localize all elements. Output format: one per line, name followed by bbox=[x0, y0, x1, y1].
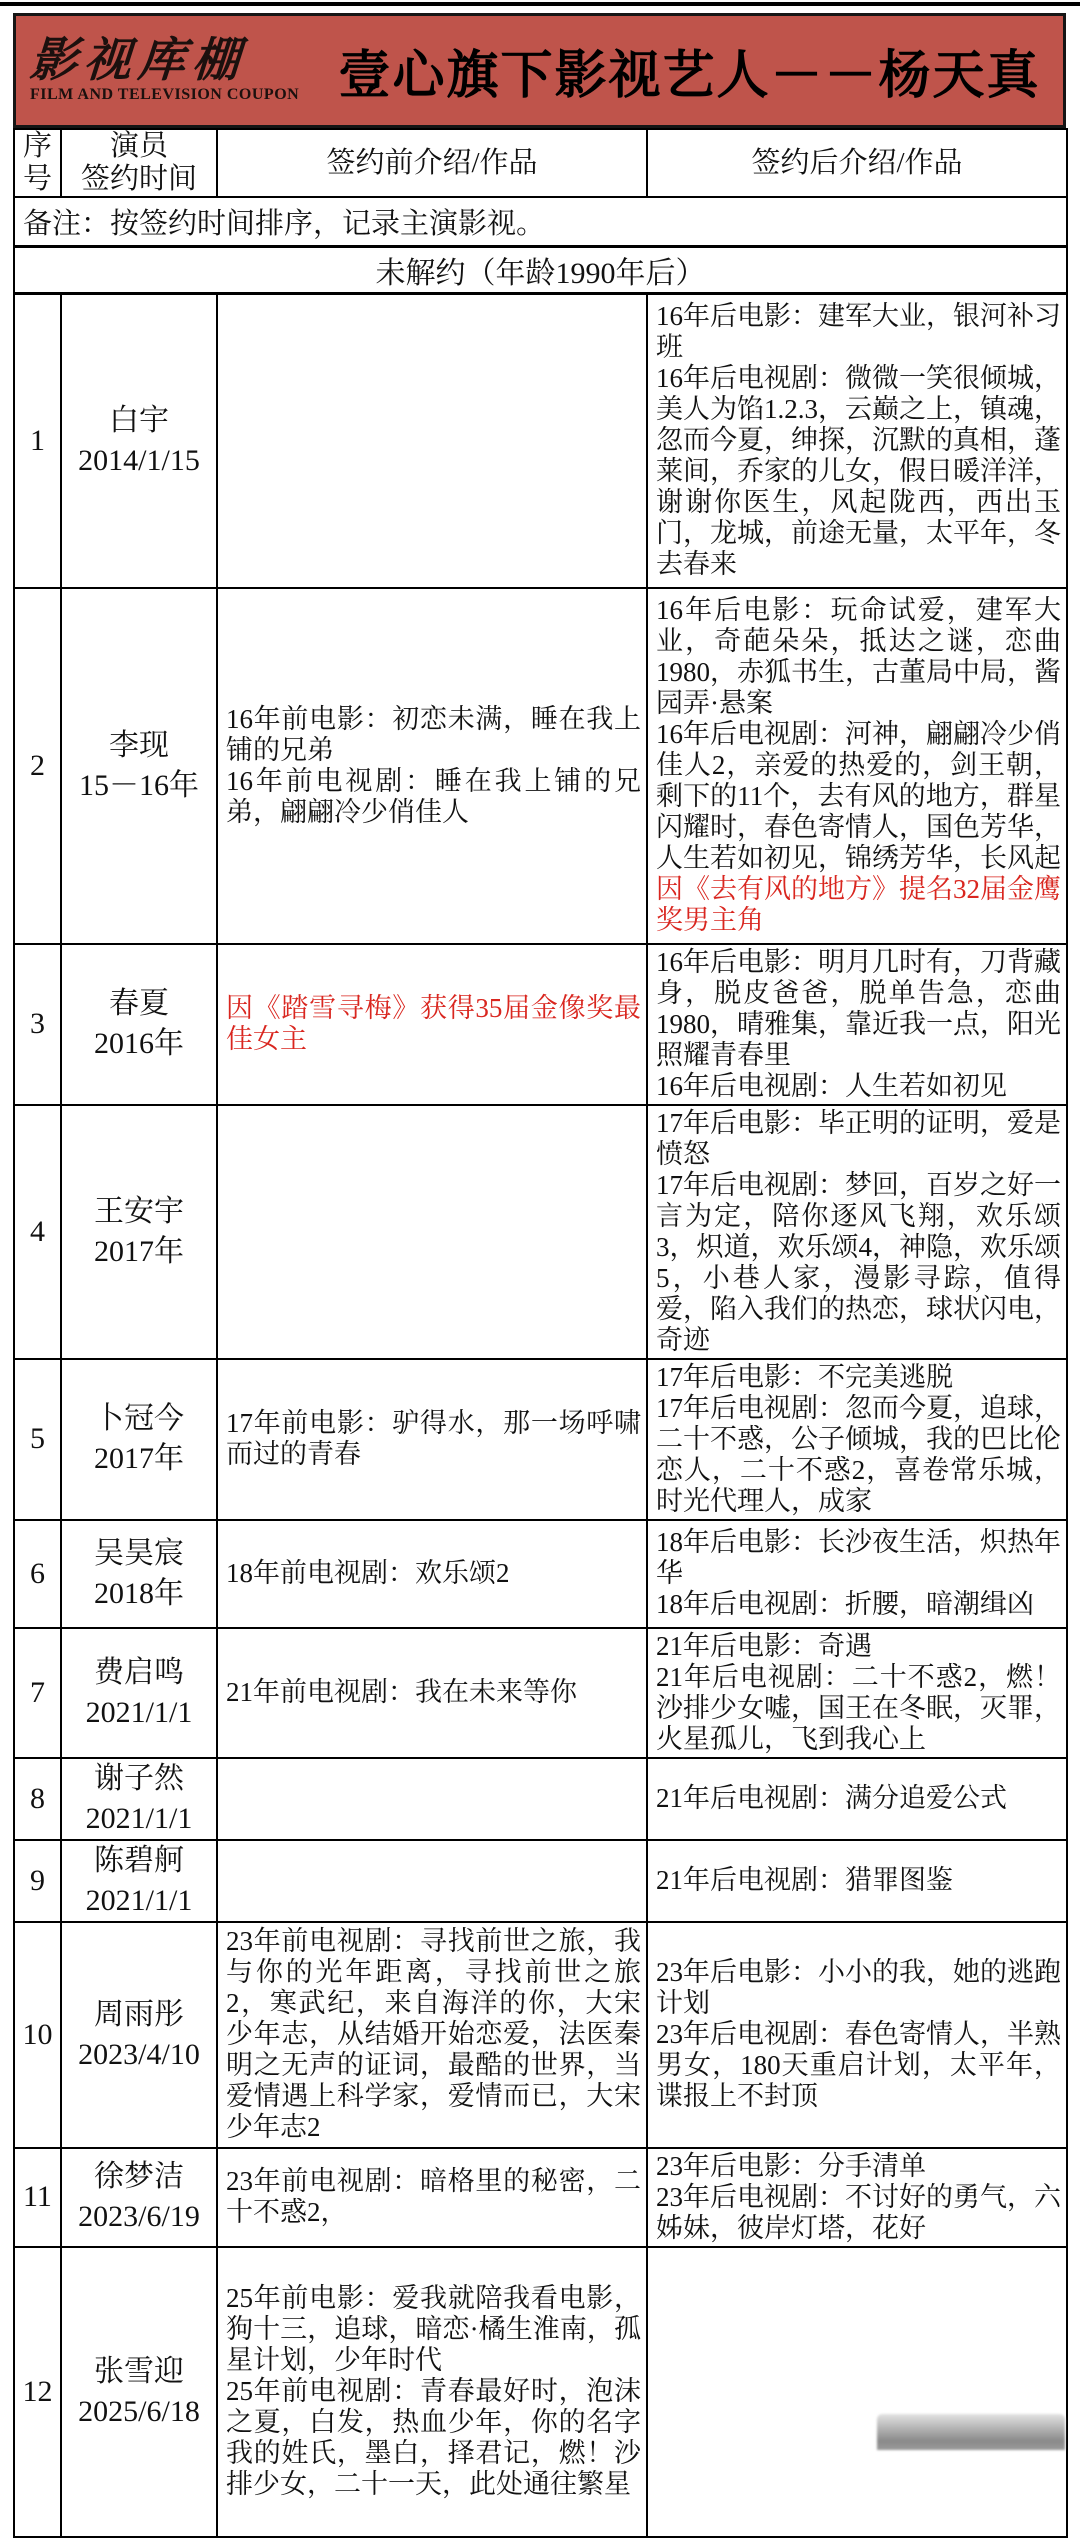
signing-date: 15－16年 bbox=[79, 768, 199, 802]
table-row bbox=[14, 1922, 1067, 2148]
works-paragraph: 23年前电视剧：暗格里的秘密，二十不惑2， bbox=[226, 2166, 641, 2227]
pre-works-cell bbox=[217, 588, 647, 944]
signing-date: 2025/6/18 bbox=[78, 2394, 200, 2428]
works-paragraph: 18年前电视剧：欢乐颂2 bbox=[226, 1558, 510, 1588]
table-header-row bbox=[14, 129, 1067, 197]
post-works-cell bbox=[647, 1628, 1067, 1758]
row-number-cell: 11 bbox=[14, 2148, 61, 2247]
table-row bbox=[14, 294, 1067, 588]
logo bbox=[16, 16, 316, 125]
post-works-cell bbox=[647, 588, 1067, 944]
row-number-cell: 7 bbox=[14, 1628, 61, 1758]
award-note-red: 因《踏雪寻梅》获得35届金像奖最佳女主 bbox=[226, 993, 641, 1054]
works-paragraph: 16年后电视剧：人生若如初见 bbox=[656, 1070, 1007, 1101]
actor-name: 白宇 bbox=[109, 403, 169, 437]
actor-name: 李现 bbox=[109, 728, 169, 762]
post-works-cell bbox=[647, 1840, 1067, 1922]
header-actor-signdate bbox=[61, 129, 217, 197]
award-note-red: 因《去有风的地方》提名32届金鹰奖男主角 bbox=[656, 874, 1061, 935]
header-signdate-label: 签约时间 bbox=[80, 163, 197, 195]
works-paragraph: 16年后电影：建军大业，银河补习班 bbox=[656, 301, 1061, 363]
post-works-cell bbox=[647, 944, 1067, 1105]
actor-cell bbox=[61, 1758, 217, 1840]
works-paragraph: 21年后电影：奇遇 bbox=[656, 1630, 872, 1661]
header-post-signing-works: 签约后介绍/作品 bbox=[647, 129, 1067, 197]
pre-works-cell bbox=[217, 1628, 647, 1758]
signing-date: 2016年 bbox=[94, 1027, 184, 1060]
post-works-cell bbox=[647, 2247, 1067, 2537]
header-actor-label: 演员 bbox=[109, 130, 168, 162]
works-paragraph: 16年后电影：明月几时有，刀背藏身，脱皮爸爸，脱单告急，恋曲1980，晴雅集，靠近我一点，阳光照耀青春里 bbox=[656, 946, 1061, 1070]
actor-cell bbox=[61, 2148, 217, 2247]
actor-name: 张雪迎 bbox=[94, 2354, 184, 2388]
actor-cell bbox=[61, 1628, 217, 1758]
pre-works-cell bbox=[217, 1520, 647, 1628]
works-paragraph: 16年后电影：玩命试爱，建军大业，奇葩朵朵，抵达之谜，恋曲1980，赤狐书生，古董局中局，酱园弄·悬案 bbox=[656, 595, 1061, 718]
pre-works-cell bbox=[217, 944, 647, 1105]
pre-works-cell bbox=[217, 2247, 647, 2537]
works-paragraph: 25年前电视剧：青春最好时，泡沫之夏，白发，热血少年，你的名字我的姓氏，墨白，择君记，燃！沙排少女，二十一天，此处通往繁星 bbox=[226, 2376, 641, 2499]
page-top-border bbox=[0, 2, 1080, 6]
page-title: 壹心旗下影视艺人－－杨天真 bbox=[338, 48, 1041, 105]
pre-works-cell bbox=[217, 1922, 647, 2148]
actor-cell bbox=[61, 294, 217, 588]
signing-date: 2018年 bbox=[94, 1576, 184, 1610]
table-row bbox=[14, 944, 1067, 1105]
works-paragraph: 18年后电影：长沙夜生活，炽热年华 bbox=[656, 1527, 1061, 1588]
signing-date: 2021/1/1 bbox=[85, 1801, 193, 1835]
pre-works-cell bbox=[217, 1105, 647, 1359]
works-paragraph: 21年后电视剧：二十不惑2，燃！沙排少女嘘，国王在冬眠，灭罪，火星孤儿，飞到我心上 bbox=[656, 1661, 1061, 1754]
actor-cell bbox=[61, 1105, 217, 1359]
section-row bbox=[14, 247, 1067, 294]
signing-date: 2014/1/15 bbox=[78, 443, 200, 477]
actor-cell bbox=[61, 944, 217, 1105]
works-paragraph: 16年后电视剧：微微一笑很倾城，美人为馅1.2.3，云巅之上，镇魂，忽而今夏，绅探，沉默的真相，蓬莱间，乔家的儿女，假日暖洋洋，谢谢你医生，风起陇西，西出玉门，龙城，前途无量，太平年，冬去春来 bbox=[656, 363, 1061, 580]
row-number-cell: 8 bbox=[14, 1758, 61, 1840]
table-row bbox=[14, 588, 1067, 944]
works-paragraph: 17年后电影：毕正明的证明，爱是愤怒 bbox=[656, 1107, 1061, 1169]
signing-date: 2017年 bbox=[94, 1234, 184, 1268]
works-paragraph: 16年前电影：初恋未满，睡在我上铺的兄弟 bbox=[226, 703, 641, 765]
actor-name: 吴昊宸 bbox=[94, 1536, 184, 1570]
post-works-cell bbox=[647, 1105, 1067, 1359]
row-number-cell: 3 bbox=[14, 944, 61, 1105]
actor-cell bbox=[61, 588, 217, 944]
header-pre-signing-works: 签约前介绍/作品 bbox=[217, 129, 647, 197]
post-works-cell bbox=[647, 1922, 1067, 2148]
actor-name: 春夏 bbox=[109, 987, 169, 1020]
logo-chinese-text: 影视库棚 bbox=[28, 34, 248, 87]
table-row bbox=[14, 1840, 1067, 1922]
post-works-cell bbox=[647, 1758, 1067, 1840]
header-serial-number: 序号 bbox=[14, 129, 61, 197]
actor-cell bbox=[61, 1520, 217, 1628]
row-number-cell: 6 bbox=[14, 1520, 61, 1628]
logo-english-text: FILM AND TELEVISION COUPON bbox=[30, 86, 300, 104]
actor-name: 谢子然 bbox=[94, 1761, 184, 1795]
works-paragraph: 17年后电视剧：梦回，百岁之好一言为定，陪你逐风飞翔，欢乐颂3，炽道，欢乐颂4，神隐，欢乐颂5，小巷人家，漫影寻踪，值得爱，陷入我们的热恋，球状闪电，奇迹 bbox=[656, 1169, 1061, 1355]
signing-date: 2023/4/10 bbox=[78, 2037, 200, 2071]
works-paragraph: 21年前电视剧：我在未来等你 bbox=[226, 1677, 577, 1707]
actor-name: 周雨彤 bbox=[94, 1997, 184, 2031]
row-number-cell: 5 bbox=[14, 1359, 61, 1520]
row-number-cell: 10 bbox=[14, 1922, 61, 2148]
actor-name: 王安宇 bbox=[94, 1194, 184, 1228]
actor-name: 费启鸣 bbox=[94, 1655, 184, 1689]
signing-date: 2021/1/1 bbox=[85, 1695, 193, 1729]
works-paragraph: 17年前电影：驴得水，那一场呼啸而过的青春 bbox=[226, 1408, 641, 1469]
pre-works-cell bbox=[217, 1840, 647, 1922]
header-banner bbox=[13, 13, 1066, 128]
actor-name: 陈碧舸 bbox=[94, 1843, 184, 1877]
works-paragraph: 17年后电影：不完美逃脱 bbox=[656, 1361, 953, 1392]
actor-cell bbox=[61, 1922, 217, 2148]
works-paragraph: 23年前电视剧：寻找前世之旅，我与你的光年距离，寻找前世之旅2，寒武纪，来自海洋的你，大宋少年志，从结婚开始恋爱，法医秦明之无声的证词，最酷的世界，当爱情遇上科学家，爱情而已，大宋少年志2 bbox=[226, 1926, 641, 2142]
works-paragraph: 25年前电影：爱我就陪我看电影，狗十三，追球，暗恋·橘生淮南，孤星计划，少年时代 bbox=[226, 2283, 641, 2375]
works-paragraph: 23年后电视剧：不讨好的勇气，六姊妹，彼岸灯塔，花好 bbox=[656, 2181, 1061, 2243]
actor-name: 卜冠今 bbox=[94, 1402, 184, 1435]
artists-table bbox=[13, 128, 1068, 2538]
section-title: 未解约（年龄1990年后） bbox=[14, 247, 1067, 294]
smudge-artifact bbox=[877, 2414, 1065, 2450]
actor-cell bbox=[61, 1359, 217, 1520]
signing-date: 2023/6/19 bbox=[78, 2200, 200, 2233]
works-paragraph: 21年后电视剧：满分追爱公式 bbox=[656, 1783, 1007, 1813]
actor-cell bbox=[61, 2247, 217, 2537]
works-paragraph: 16年前电视剧：睡在我上铺的兄弟，翩翩冷少俏佳人 bbox=[226, 765, 641, 827]
post-works-cell bbox=[647, 1520, 1067, 1628]
signing-date: 2017年 bbox=[94, 1442, 184, 1475]
post-works-cell bbox=[647, 1359, 1067, 1520]
works-paragraph: 18年后电视剧：折腰，暗潮缉凶 bbox=[656, 1589, 1034, 1619]
table-row bbox=[14, 2247, 1067, 2537]
works-paragraph: 16年后电视剧：河神，翩翩冷少俏佳人2，亲爱的热爱的，剑王朝，剩下的11个，去有风的地方，群星闪耀时，春色寄情人，国色芳华，人生若如初见，锦绣芳华，长风起 bbox=[656, 719, 1061, 873]
note-row bbox=[14, 197, 1067, 247]
works-paragraph: 23年后电视剧：春色寄情人，半熟男女，180天重启计划，太平年，谍报上不封顶 bbox=[656, 2019, 1061, 2111]
table-row bbox=[14, 1520, 1067, 1628]
table-row bbox=[14, 1628, 1067, 1758]
note-text: 备注：按签约时间排序，记录主演影视。 bbox=[14, 197, 1067, 247]
table-row bbox=[14, 2148, 1067, 2247]
works-paragraph: 23年后电影：分手清单 bbox=[656, 2150, 926, 2181]
pre-works-cell bbox=[217, 1758, 647, 1840]
actor-name: 徐梦洁 bbox=[94, 2160, 184, 2193]
pre-works-cell bbox=[217, 1359, 647, 1520]
pre-works-cell bbox=[217, 2148, 647, 2247]
pre-works-cell bbox=[217, 294, 647, 588]
row-number-cell: 9 bbox=[14, 1840, 61, 1922]
row-number-cell: 4 bbox=[14, 1105, 61, 1359]
table-row bbox=[14, 1359, 1067, 1520]
row-number-cell: 12 bbox=[14, 2247, 61, 2537]
post-works-cell bbox=[647, 294, 1067, 588]
works-paragraph: 21年后电视剧：猎罪图鉴 bbox=[656, 1865, 953, 1895]
works-paragraph: 23年后电影：小小的我，她的逃跑计划 bbox=[656, 1957, 1061, 2018]
row-number-cell: 1 bbox=[14, 294, 61, 588]
actor-cell bbox=[61, 1840, 217, 1922]
post-works-cell bbox=[647, 2148, 1067, 2247]
table-row bbox=[14, 1758, 1067, 1840]
signing-date: 2021/1/1 bbox=[85, 1883, 193, 1917]
works-paragraph: 17年后电视剧：忽而今夏，追球，二十不惑，公子倾城，我的巴比伦恋人，二十不惑2，喜卷常乐城，时光代理人，成家 bbox=[656, 1392, 1061, 1516]
row-number-cell: 2 bbox=[14, 588, 61, 944]
table-row bbox=[14, 1105, 1067, 1359]
